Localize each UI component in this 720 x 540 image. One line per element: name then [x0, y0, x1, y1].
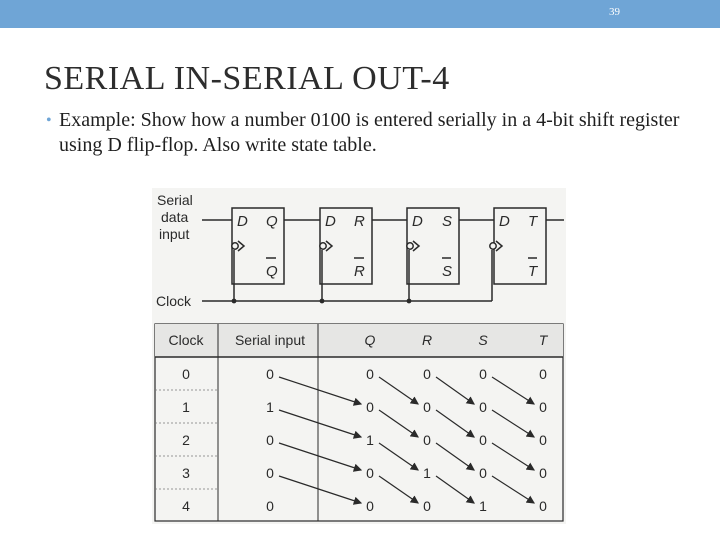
serial-label-line2: data — [161, 209, 189, 225]
ff2-d-label: D — [325, 213, 336, 230]
ff3-d-label: D — [412, 213, 423, 230]
ff4-qbar-label: T — [528, 263, 538, 280]
serial-label-line3: input — [159, 226, 190, 242]
table-cell-r3-c5: 0 — [539, 465, 547, 481]
table-cell-r3-c0: 3 — [182, 465, 190, 481]
slide-title: SERIAL IN-SERIAL OUT-4 — [44, 60, 450, 97]
table-cell-r4-c5: 0 — [539, 498, 547, 514]
junction-dot-2 — [320, 299, 325, 304]
table-cell-r0-c0: 0 — [182, 366, 190, 382]
serial-label-line1: Serial — [157, 192, 193, 208]
table-cell-r0-c5: 0 — [539, 366, 547, 382]
table-cell-r1-c1: 1 — [266, 399, 274, 415]
bullet-text: Example: Show how a number 0100 is entered serially in a 4-bit shift register using D flip-flop. Also write state table. — [59, 109, 680, 156]
table-cell-r2-c5: 0 — [539, 432, 547, 448]
table-cell-r2-c3: 0 — [423, 432, 431, 448]
page-number: 39 — [609, 6, 620, 18]
ff4-q-label: T — [528, 213, 538, 230]
table-cell-r2-c2: 1 — [366, 432, 374, 448]
bullet-dot-icon: • — [46, 112, 52, 129]
ff1-q-label: Q — [266, 213, 278, 230]
table-cell-r2-c4: 0 — [479, 432, 487, 448]
table-cell-r3-c2: 0 — [366, 465, 374, 481]
table-cell-r0-c4: 0 — [479, 366, 487, 382]
junction-dot-1 — [232, 299, 237, 304]
junction-dot-3 — [407, 299, 412, 304]
table-cell-r1-c4: 0 — [479, 399, 487, 415]
clock-label: Clock — [156, 293, 192, 309]
table-cell-r4-c0: 4 — [182, 498, 190, 514]
clock-bubble-1 — [232, 243, 238, 249]
table-cell-r4-c4: 1 — [479, 498, 487, 514]
shift-register-figure — [152, 188, 566, 524]
bullet-item — [46, 108, 706, 158]
table-cell-r4-c1: 0 — [266, 498, 274, 514]
table-header-2: Q — [364, 332, 376, 348]
clock-bubble-3 — [407, 243, 413, 249]
table-cell-r3-c1: 0 — [266, 465, 274, 481]
table-cell-r0-c2: 0 — [366, 366, 374, 382]
table-cell-r0-c1: 0 — [266, 366, 274, 382]
ff3-q-label: S — [442, 213, 453, 230]
ff1-qbar-label: Q — [266, 263, 278, 280]
clock-bubble-4 — [490, 243, 496, 249]
ff3-qbar-label: S — [442, 263, 453, 280]
table-cell-r3-c3: 1 — [423, 465, 431, 481]
table-cell-r3-c4: 0 — [479, 465, 487, 481]
table-cell-r1-c0: 1 — [182, 399, 190, 415]
table-cell-r0-c3: 0 — [423, 366, 431, 382]
table-header-bg — [155, 324, 563, 357]
table-header-4: S — [478, 332, 488, 348]
table-cell-r2-c1: 0 — [266, 432, 274, 448]
top-bar — [0, 0, 720, 28]
table-header-5: T — [538, 332, 548, 348]
table-cell-r1-c3: 0 — [423, 399, 431, 415]
clock-bubble-2 — [320, 243, 326, 249]
table-header-1: Serial input — [234, 332, 306, 348]
ff1-d-label: D — [237, 213, 248, 230]
table-cell-r4-c2: 0 — [366, 498, 374, 514]
table-cell-r2-c0: 2 — [182, 432, 190, 448]
ff2-q-label: R — [354, 213, 365, 230]
table-header-3: R — [421, 332, 433, 348]
table-cell-r1-c2: 0 — [366, 399, 374, 415]
table-header-0: Clock — [168, 332, 204, 348]
ff4-d-label: D — [499, 213, 510, 230]
ff2-qbar-label: R — [354, 263, 365, 280]
table-cell-r1-c5: 0 — [539, 399, 547, 415]
table-cell-r4-c3: 0 — [423, 498, 431, 514]
